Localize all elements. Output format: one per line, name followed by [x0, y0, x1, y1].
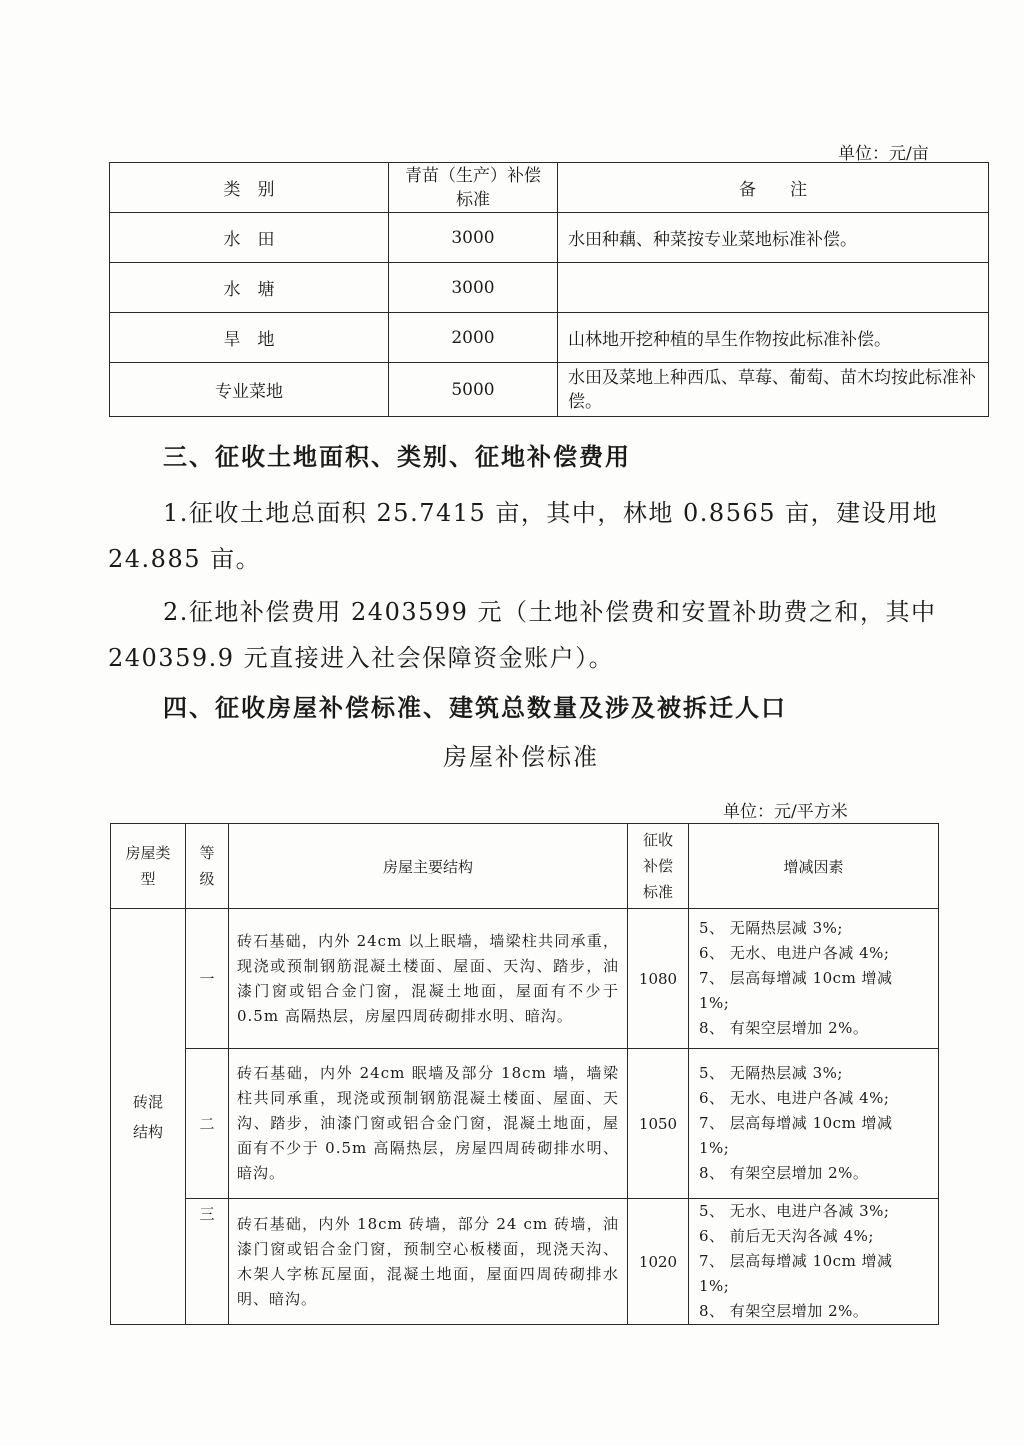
factor-item: 7、 层高每增减 10cm 增减 1%;: [699, 969, 893, 1012]
header-standard: 青苗（生产）补偿标准: [389, 163, 558, 213]
section3-paragraph-1: 1.征收土地总面积 25.7415 亩，其中，林地 0.8565 亩，建设用地 24.885 亩。: [108, 499, 939, 573]
land-table-header: [110, 163, 989, 213]
factors-cell: [689, 1049, 939, 1199]
table-row: [110, 313, 989, 363]
factors-cell: [689, 1199, 939, 1325]
section4-heading: 四、征收房屋补偿标准、建筑总数量及涉及被拆迁人口: [163, 693, 787, 722]
factor-item: 6、 无水、电进户各减 4%;: [699, 944, 890, 962]
category-cell: 旱 地: [110, 313, 389, 363]
table-row: [110, 213, 989, 263]
standard-cell: 1080: [628, 909, 689, 1049]
grade-cell: 一: [186, 909, 229, 1049]
category-cell: 专业菜地: [110, 363, 389, 417]
header-category: 类 别: [110, 163, 389, 213]
house-compensation-table: [110, 823, 939, 1325]
structure-cell: 砖石基础，内外 18cm 砖墙，部分 24 cm 砖墙，油漆门窗或铝合金门窗，预制空心板楼面，现浇天沟、木架人字栋瓦屋面，混凝土地面，屋面四周砖砌排水明、暗沟。: [229, 1199, 628, 1325]
header-structure: 房屋主要结构: [229, 824, 628, 909]
grade-cell: 三: [186, 1199, 229, 1325]
land-table-unit: 单位：元/亩: [838, 144, 929, 164]
remark-cell: 水田种藕、种菜按专业菜地标准补偿。: [558, 213, 989, 263]
category-cell: 水 塘: [110, 263, 389, 313]
table-row: [110, 263, 989, 313]
structure-cell: 砖石基础，内外 24cm 以上眠墙，墙梁柱共同承重，现浇或预制钢筋混凝土楼面、屋面、天沟、踏步，油漆门窗或铝合金门窗，混凝土地面，屋面有不少于 0.5m 高隔热层，房屋四周砖砌排水明、暗沟。: [229, 909, 628, 1049]
standard-cell: 1020: [628, 1199, 689, 1325]
factors-cell: [689, 909, 939, 1049]
table-row: [111, 1049, 939, 1199]
house-type-cell: 砖混结构: [111, 909, 186, 1325]
standard-cell: 3000: [389, 263, 558, 313]
remark-cell: 山林地开挖种植的旱生作物按此标准补偿。: [558, 313, 989, 363]
factor-item: 7、 层高每增减 10cm 增减 1%;: [699, 1252, 893, 1295]
factor-item: 5、 无水、电进户各减 3%;: [699, 1202, 890, 1220]
house-table-header: [111, 824, 939, 909]
structure-cell: 砖石基础，内外 24cm 眠墙及部分 18cm 墙，墙梁柱共同承重，现浇或预制钢筋混凝土楼面、屋面、天沟、踏步，油漆门窗或铝合金门窗，混凝土地面，屋面有不少于 0.5m 高隔热层，房屋四周砖砌排水明、暗沟。: [229, 1049, 628, 1199]
table-row: [110, 363, 989, 417]
header-house-type: 房屋类型: [111, 824, 186, 909]
factor-item: 7、 层高每增减 10cm 增减 1%;: [699, 1114, 893, 1157]
land-compensation-table: [109, 162, 989, 417]
standard-cell: 1050: [628, 1049, 689, 1199]
house-table-unit: 单位：元/平方米: [723, 802, 848, 822]
factor-item: 8、 有架空层增加 2%。: [699, 1164, 869, 1182]
header-remark: 备 注: [558, 163, 989, 213]
factor-item: 6、 前后无天沟各减 4%;: [699, 1227, 874, 1245]
standard-cell: 3000: [389, 213, 558, 263]
grade-cell: 二: [186, 1049, 229, 1199]
category-cell: 水 田: [110, 213, 389, 263]
factor-item: 6、 无水、电进户各减 4%;: [699, 1089, 890, 1107]
table-row: [111, 909, 939, 1049]
section3-heading: 三、征收土地面积、类别、征地补偿费用: [163, 442, 631, 471]
standard-cell: 2000: [389, 313, 558, 363]
header-factors: 增减因素: [689, 824, 939, 909]
section3-paragraph-2: 2.征地补偿费用 2403599 元（土地补偿费和安置补助费之和，其中 240359.9 元直接进入社会保障资金账户）。: [108, 598, 937, 672]
factor-item: 5、 无隔热层减 3%;: [699, 919, 843, 937]
factor-item: 8、 有架空层增加 2%。: [699, 1302, 869, 1320]
standard-cell: 5000: [389, 363, 558, 417]
remark-cell: 水田及菜地上种西瓜、草莓、葡萄、苗木均按此标准补偿。: [558, 363, 989, 417]
remark-cell: [558, 263, 989, 313]
header-grade: 等级: [186, 824, 229, 909]
header-standard: 征收补偿标准: [628, 824, 689, 909]
factor-item: 8、 有架空层增加 2%。: [699, 1019, 869, 1037]
table-row: [111, 1199, 939, 1325]
house-table-title: 房屋补偿标准: [443, 743, 599, 771]
factor-item: 5、 无隔热层减 3%;: [699, 1064, 843, 1082]
